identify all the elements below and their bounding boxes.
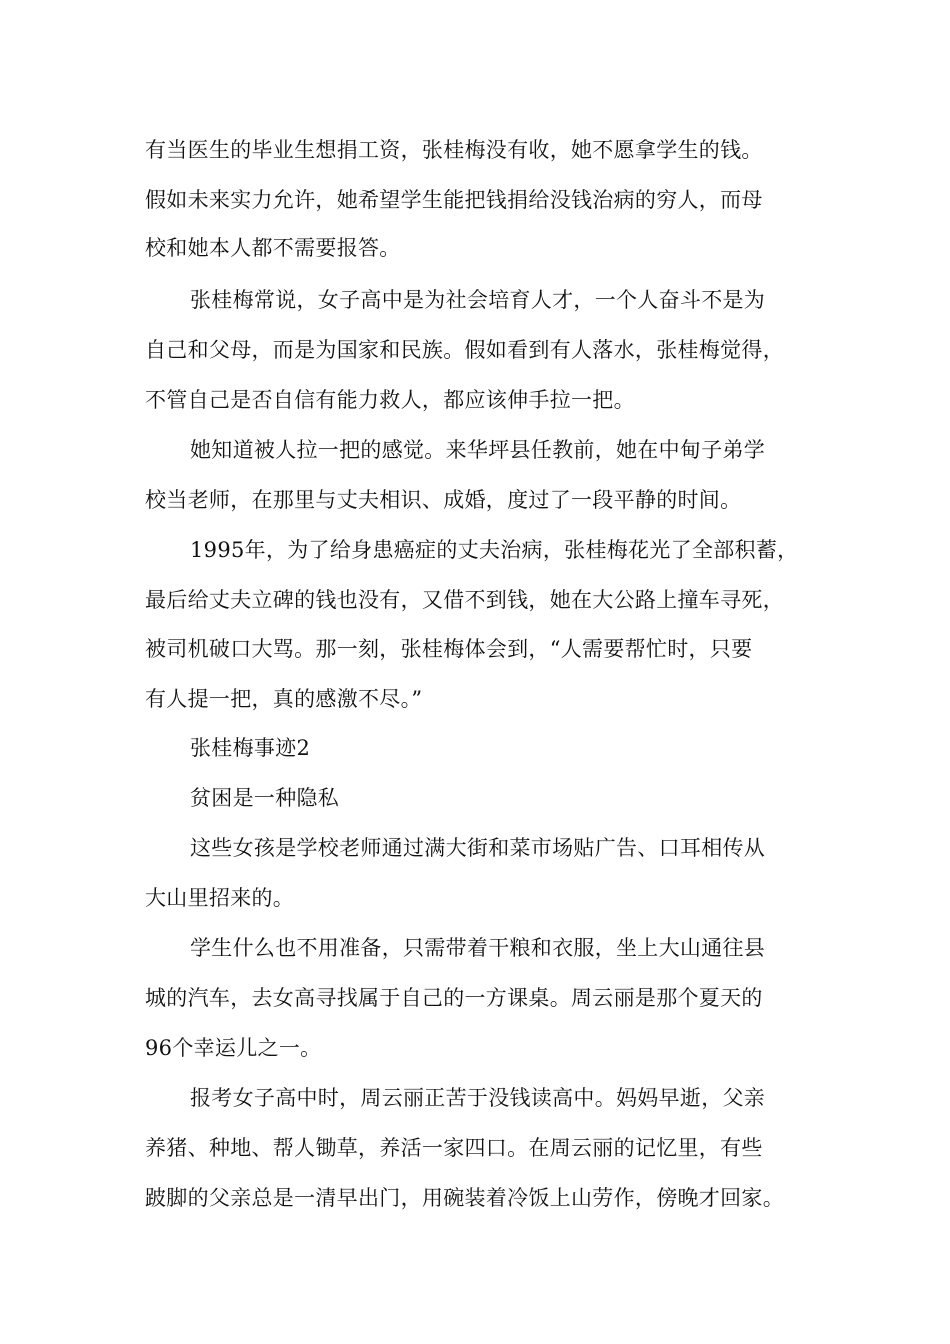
text-line: 跛脚的父亲总是一清早出门，用碗装着冷饭上山劳作，傍晚才回家。	[145, 1186, 784, 1210]
text-line: 不管自己是否自信有能力救人，都应该伸手拉一把。	[145, 388, 635, 412]
text-line: 有人提一把，真的感激不尽。”	[145, 687, 423, 711]
text-line: 最后给丈夫立碑的钱也没有，又借不到钱，她在大公路上撞车寻死，	[145, 588, 784, 612]
text-line: 96个幸运儿之一。	[145, 1036, 322, 1060]
text-line: 自己和父母，而是为国家和民族。假如看到有人落水，张桂梅觉得，	[145, 338, 784, 362]
text-line: 被司机破口大骂。那一刻，张桂梅体会到，“人需要帮忙时，只要	[145, 637, 753, 661]
text-line: 大山里招来的。	[145, 886, 295, 910]
section-heading: 张桂梅事迹2	[190, 736, 311, 760]
text-line: 城的汽车，去女高寻找属于自己的一方课桌。周云丽是那个夏天的	[145, 986, 763, 1010]
paragraph-first-line: 学生什么也不用准备，只需带着干粮和衣服，坐上大山通往县	[190, 936, 766, 960]
section-subheading: 贫困是一种隐私	[190, 786, 340, 810]
paragraph-first-line: 她知道被人拉一把的感觉。来华坪县任教前，她在中甸子弟学	[190, 438, 766, 462]
text-line: 假如未来实力允许，她希望学生能把钱捐给没钱治病的穷人，而母	[145, 188, 763, 212]
paragraph-first-line: 1995年，为了给身患癌症的丈夫治病，张桂梅花光了全部积蓄，	[190, 538, 799, 562]
text-line: 有当医生的毕业生想捐工资，张桂梅没有收，她不愿拿学生的钱。	[145, 138, 763, 162]
text-line: 校当老师，在那里与丈夫相识、成婚，度过了一段平静的时间。	[145, 488, 742, 512]
text-line: 养猪、种地、帮人锄草，养活一家四口。在周云丽的记忆里，有些	[145, 1136, 763, 1160]
paragraph-first-line: 报考女子高中时，周云丽正苦于没钱读高中。妈妈早逝，父亲	[190, 1086, 766, 1110]
text-line: 校和她本人都不需要报答。	[145, 236, 401, 260]
paragraph-first-line: 张桂梅常说，女子高中是为社会培育人才，一个人奋斗不是为	[190, 288, 766, 312]
paragraph-first-line: 这些女孩是学校老师通过满大街和菜市场贴广告、口耳相传从	[190, 836, 766, 860]
